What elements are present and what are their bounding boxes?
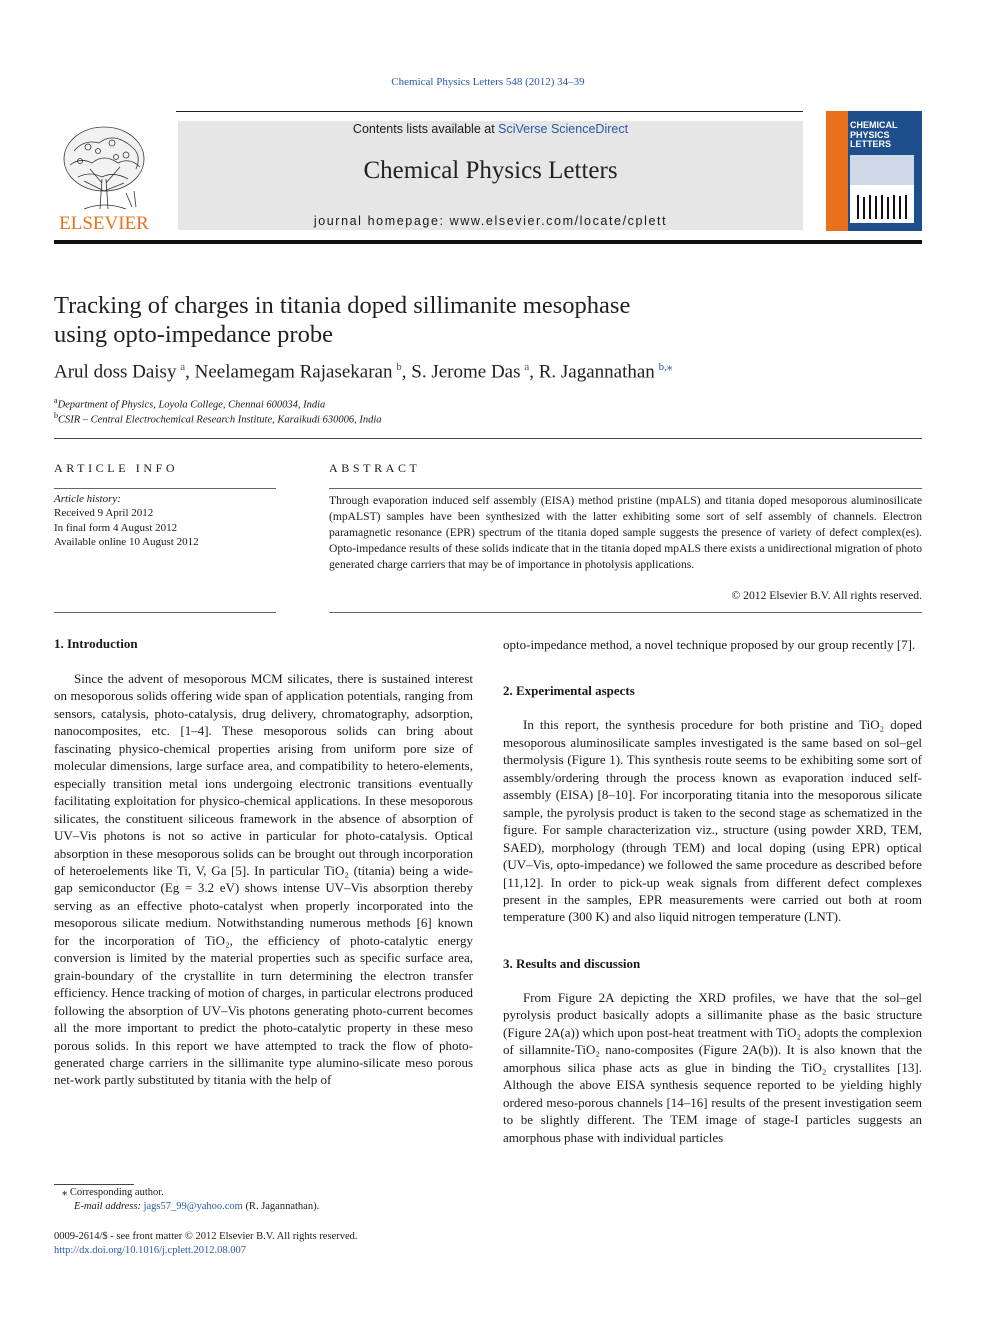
journal-banner [178, 121, 803, 230]
affiliation-label: a [54, 396, 58, 405]
results-heading: 3. Results and discussion [503, 955, 641, 971]
history-label: Article history: [54, 493, 121, 505]
intro-continuation: opto-impedance method, a novel technique proposed by our group recently [7]. [503, 637, 916, 652]
abstract-text: Through evaporation induced self assembly (EISA) method pristine (mpALS) and titania doped mesoporous aluminosilicate (mpALST) samples have been synthesized with the latter exhibiting some sort of self assembly of channels. Electron paramagnetic resonance (EPR) spectrum of the titania doped sample suggests the presence of variety of defect complex(es). Opto-impedance results of these solids indicate that in the titania doped mpALS there exists a unidirectional migration of photo generated charge carriers that may be of importance in photolysis applications. [329, 494, 922, 571]
affiliation-a [54, 396, 325, 411]
journal-citation[interactable]: Chemical Physics Letters 548 (2012) 34–39 [391, 76, 585, 88]
history-received: Received 9 April 2012 [54, 507, 154, 520]
article-info-heading: ARTICLE INFO [54, 461, 179, 475]
elsevier-tree-logo [54, 121, 154, 233]
article-info-rule-bottom [54, 612, 276, 613]
affiliation-rule [54, 438, 922, 439]
corresponding-author-note: ⁎ Corresponding author. [62, 1187, 164, 1198]
header-thick-rule [54, 240, 922, 244]
author-name: S. Jerome Das [411, 361, 521, 383]
abstract-rule-bottom [329, 612, 922, 613]
experimental-heading: 2. Experimental aspects [503, 683, 635, 699]
cover-title-line-1: CHEMICAL [850, 120, 898, 130]
email-label: E-mail address: [74, 1201, 144, 1212]
abstract-rule-top [329, 488, 922, 489]
journal-title: Chemical Physics Letters [363, 157, 618, 184]
article-history [54, 492, 276, 549]
author-list: Arul doss Daisy $^a$, Neelamegam Rajasekaran $^b$, S. Jerome Das $^a$, R. Jagannathan $^{b,⁎}$ [54, 361, 673, 383]
footnote-rule [54, 1184, 134, 1185]
sciencedirect-link[interactable]: SciVerse ScienceDirect [498, 122, 629, 136]
right-column [503, 636, 922, 1146]
journal-homepage[interactable]: journal homepage: www.elsevier.com/locate/cplett [313, 214, 668, 228]
paper-title-line-1: Tracking of charges in titania doped sillimanite mesophase [54, 292, 631, 319]
issn-line: 0009-2614/$ - see front matter © 2012 Elsevier B.V. All rights reserved. [54, 1231, 358, 1242]
cover-image [850, 155, 914, 223]
elsevier-wordmark: ELSEVIER [59, 213, 149, 233]
cover-title [850, 121, 898, 150]
results-paragraph: From Figure 2A depicting the XRD profiles, we have that the sol–gel pyrolysis product basically adopts a sillimanite phase as the basic structure (Figure 2A(a)) which upon post-heat treatment with TiO₂ adopts the complexion of sillamnite-TiO₂ nano-composites (Figure 2A(b)). It is also known that the amorphous silica phase acts as glue in binding the TiO₂ crystallites [13]. Although the above EISA synthesis sequence reported to be yielding highly ordered meso-porous channels [14–16] results of the present investigation seem to be slightly different. The TEM image of stage-I particles suggests an amorphous phase with individual particles [503, 989, 923, 1145]
experimental-paragraph: In this report, the synthesis procedure for both pristine and TiO₂ doped mesoporous aluminosilicate samples investigated is the same based on sol–gel thermolysis (Figure 1). This synthesis route seems to be exhibiting some sort of assembly/ordering through the process known as evaporation induced self-assembly (EISA) [8–10]. For incorporating titania into the mesoporous silicate sample, the pyrolysis product is taken to the second stage as schematized in the figure. For sample characterization viz., structure (using powder XRD, TEM, SAED), morphology (through TEM) and local doping (using EPR) optical (UV–Vis, opto-impedance) we followed the same procedure as described before [11,12]. In order to pick-up weak signals from different defect complexes present in the samples, EPR measurements were carried out both at room temperature (300 K) and also liquid nitrogen temperature (LNT). [503, 717, 922, 925]
author-affiliation-mark[interactable]: b [396, 361, 402, 373]
affiliation-label: b [54, 411, 58, 420]
history-online: Available online 10 August 2012 [54, 535, 199, 548]
email-note [74, 1201, 319, 1212]
intro-body [54, 670, 473, 1089]
email-link[interactable]: jags57_99@yahoo.com [143, 1201, 243, 1212]
cover-title-line-2: PHYSICS [850, 129, 890, 140]
abstract-heading: ABSTRACT [329, 461, 421, 475]
affiliation-b [54, 411, 382, 426]
intro-paragraph: Since the advent of mesoporous MCM silicates, there is sustained interest on mesoporous solids offering wide span of application potentials, ranging from sensors, catalysis, photo-catalysis, drug delivery, chromatography, adsorption, nanocomposites, etc. [1–4]. These mesoporous solids can bring about fascinating physico-chemical properties arising from uniform pore size of molecular dimensions, large surface area, and compatibility to hetero-elements, especially transition metal ions undergoing electronic transitions eventually facilitating exploitation for physico-chemical applications. In these mesoporous silicates, the constituent siliceous framework in the absence of absorption of UV–Vis photons is not so active in particular for photo-catalysis. Optical absorption in these mesoporous solids can be brought out through incorporation of heteroelements like Ti, V, Ga [5]. In particular TiO₂ (titania) being a wide-gap semiconductor (Eg = 3.2 eV) shows intense UV–Vis absorption thereby serving as an effective photo-catalyst when properly incorporated into the mesoporous silicate medium. Notwithstanding numerous methods [6] known for the incorporation of TiO₂, the efficiency of photo-catalytic energy conversion is limited by the material properties such as specific surface area, grain-boundary of the crystallite in turn determining the electron transfer efficiency. Hence tracking of motion of charges, in particular electrons produced following the absorption of UV–Vis photons generating photo-current becomes all the more important to predict the photo-catalytic property in these meso porous solids. In this report we have attempted to track the flow of photo-generated charge carriers in the sillimanite type alumino-silicate meso porous net-work partly substituted by titania with the help of [54, 671, 473, 1088]
author-name: R. Jagannathan [538, 361, 655, 383]
author-name: Neelamegam Rajasekaran [194, 361, 393, 383]
cover-chart-icon [850, 155, 914, 223]
author-affiliation-mark[interactable]: b,⁎ [658, 361, 673, 373]
cover-orange-strip [826, 111, 848, 231]
paper-title-line-2: using opto-impedance probe [54, 321, 333, 348]
intro-heading: 1. Introduction [54, 636, 138, 651]
author-name: Arul doss Daisy [54, 361, 177, 383]
history-final-form: In final form 4 August 2012 [54, 521, 178, 534]
journal-cover-thumbnail [826, 111, 922, 231]
affiliation-text: Department of Physics, Loyola College, Chennai 600034, India [57, 399, 326, 411]
abstract-copyright: © 2012 Elsevier B.V. All rights reserved. [731, 589, 922, 602]
affiliation-text: CSIR – Central Electrochemical Research Institute, Karaikudi 630006, India [58, 414, 382, 426]
article-info-rule-top [54, 488, 276, 489]
contents-line [178, 121, 803, 136]
contents-prefix: Contents lists available at [352, 122, 499, 136]
header-rule [176, 111, 803, 112]
cover-title-line-3: LETTERS [850, 139, 892, 149]
doi-link[interactable]: http://dx.doi.org/10.1016/j.cplett.2012.08.007 [54, 1245, 247, 1256]
email-suffix: (R. Jagannathan). [242, 1201, 320, 1212]
author-affiliation-mark[interactable]: a [524, 361, 530, 373]
author-affiliation-mark[interactable]: a [180, 361, 186, 373]
paper-title [54, 291, 754, 349]
